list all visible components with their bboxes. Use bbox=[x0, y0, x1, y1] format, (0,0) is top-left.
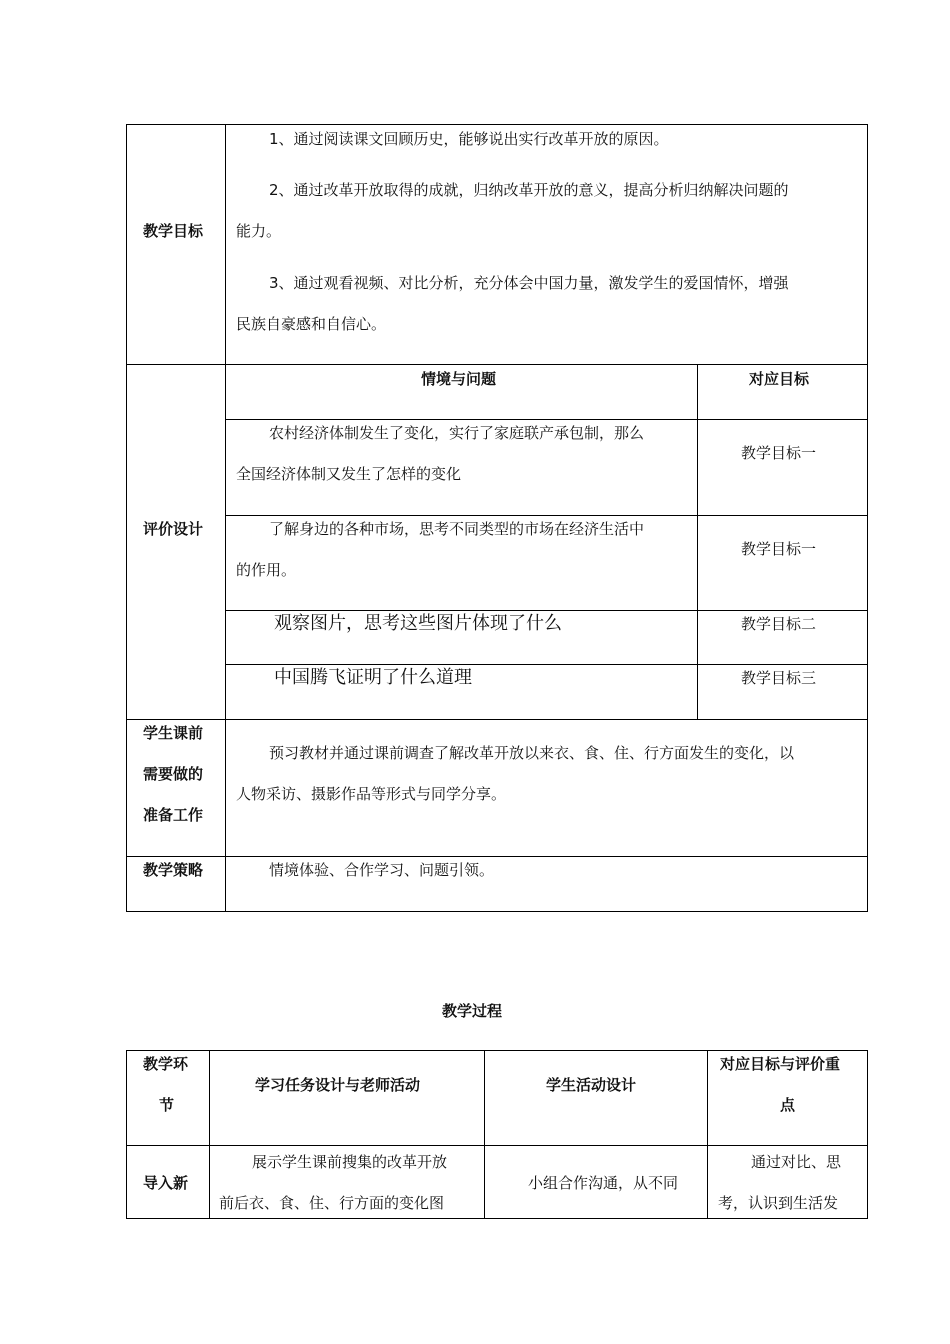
evaluation-row-4-goal: 教学目标三 bbox=[741, 669, 817, 687]
scenario-header: 情境与问题 bbox=[421, 370, 497, 388]
student-intro-text: 小组合作沟通，从不同 bbox=[528, 1174, 679, 1192]
prep-text-cont: 人物采访、摄影作品等形式与同学分享。 bbox=[236, 785, 507, 803]
objective-1-text: 1、通过阅读课文回顾历史，能够说出实行改革开放的原因。 bbox=[269, 130, 669, 148]
objective-3-text-cont: 民族自豪感和自信心。 bbox=[236, 315, 387, 333]
evaluation-row-2-text: 了解身边的各种市场，思考不同类型的市场在经济生活中 bbox=[269, 520, 645, 538]
evaluation-row-1-text: 农村经济体制发生了变化，实行了家庭联产承包制，那么 bbox=[269, 424, 645, 442]
evaluation-row-1-text-cont: 全国经济体制又发生了怎样的变化 bbox=[236, 465, 462, 483]
stage-intro: 导入新 bbox=[143, 1174, 189, 1192]
goal-header: 对应目标 bbox=[749, 370, 810, 388]
student-activity-header: 学生活动设计 bbox=[546, 1076, 637, 1094]
task-intro-text-cont: 前后衣、食、住、行方面的变化图 bbox=[219, 1194, 445, 1212]
strategy-label: 教学策略 bbox=[143, 861, 204, 879]
task-intro-text: 展示学生课前搜集的改革开放 bbox=[252, 1153, 448, 1171]
prep-label-line3: 准备工作 bbox=[143, 806, 204, 824]
prep-label-line2: 需要做的 bbox=[143, 765, 204, 783]
objective-2-text: 2、通过改革开放取得的成就，归纳改革开放的意义，提高分析归纳解决问题的 bbox=[269, 181, 789, 199]
goal-intro-text: 通过对比、思 bbox=[751, 1153, 842, 1171]
stage-header-line2: 节 bbox=[159, 1096, 175, 1114]
prep-label-line1: 学生课前 bbox=[143, 724, 204, 742]
strategy-text: 情境体验、合作学习、问题引领。 bbox=[269, 861, 495, 879]
goal-eval-header-line1: 对应目标与评价重 bbox=[720, 1055, 841, 1073]
evaluation-row-1-goal: 教学目标一 bbox=[741, 444, 817, 462]
evaluation-row-4-text: 中国腾飞证明了什么道理 bbox=[274, 667, 472, 688]
evaluation-row-2-goal: 教学目标一 bbox=[741, 540, 817, 558]
objectives-label: 教学目标 bbox=[143, 222, 204, 240]
goal-intro-text-cont: 考，认识到生活发 bbox=[718, 1194, 839, 1212]
task-header: 学习任务设计与老师活动 bbox=[255, 1076, 421, 1094]
evaluation-row-3-goal: 教学目标二 bbox=[741, 615, 817, 633]
objective-3-text: 3、通过观看视频、对比分析，充分体会中国力量，激发学生的爱国情怀，增强 bbox=[269, 274, 789, 292]
evaluation-row-2-text-cont: 的作用。 bbox=[236, 561, 297, 579]
goal-eval-header-line2: 点 bbox=[780, 1096, 796, 1114]
objective-2-text-cont: 能力。 bbox=[236, 222, 282, 240]
evaluation-label: 评价设计 bbox=[143, 520, 204, 538]
evaluation-row-3-text: 观察图片，思考这些图片体现了什么 bbox=[274, 613, 562, 634]
process-title: 教学过程 bbox=[442, 1002, 503, 1020]
prep-text: 预习教材并通过课前调查了解改革开放以来衣、食、住、行方面发生的变化，以 bbox=[269, 744, 795, 762]
stage-header-line1: 教学环 bbox=[143, 1055, 189, 1073]
